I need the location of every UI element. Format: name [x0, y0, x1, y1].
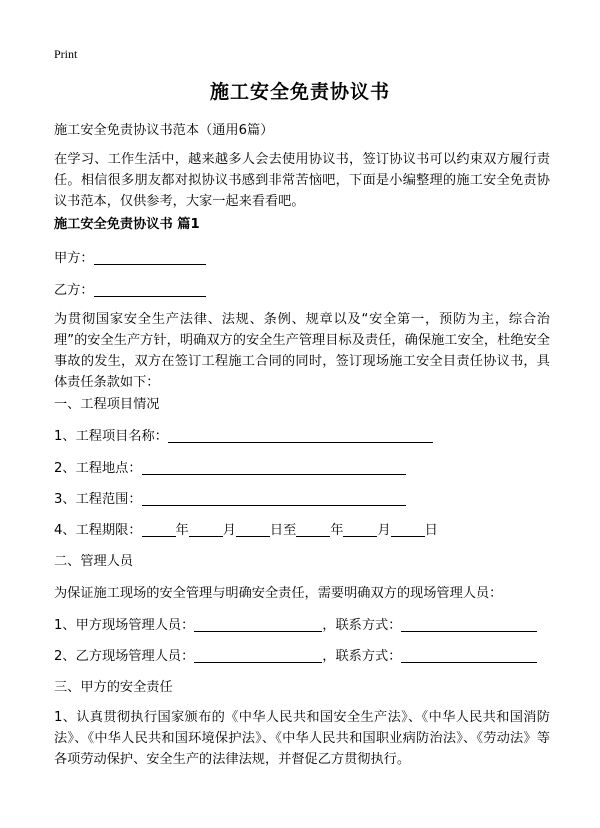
heading-party-a-responsibility: 三、甲方的安全责任	[54, 680, 173, 695]
contact-b-blank	[401, 648, 537, 663]
heading-managers: 二、管理人员	[54, 554, 134, 569]
start-day-blank	[236, 522, 270, 537]
end-year-blank	[296, 522, 330, 537]
party-a-row	[54, 249, 554, 269]
party-b-blank	[94, 282, 206, 297]
end-day-label: 日	[424, 523, 438, 538]
party-a-blank	[94, 250, 206, 265]
end-year-label: 年	[330, 523, 344, 538]
party-b-label: 乙方：	[54, 283, 94, 298]
contact-a-label: ，联系方式：	[322, 618, 402, 633]
start-year-blank	[142, 522, 176, 537]
project-location-blank	[142, 460, 406, 475]
manager-b-row	[54, 647, 554, 667]
section-heading: 施工安全免责协议书 篇1	[54, 217, 200, 232]
start-day-label: 日至	[269, 523, 297, 538]
start-month-label: 月	[222, 523, 236, 538]
manager-b-label: 2、乙方现场管理人员：	[54, 649, 195, 664]
contact-a-blank	[401, 617, 537, 632]
manager-a-row	[54, 616, 554, 636]
project-scope-label: 3、工程范围：	[54, 492, 142, 507]
managers-paragraph: 为保证施工现场的安全管理与明确安全责任，需要明确双方的现场管理人员：	[54, 586, 503, 601]
print-link[interactable]: Print	[54, 47, 78, 61]
end-month-blank	[343, 522, 377, 537]
project-scope-row	[54, 490, 554, 510]
contact-b-label: ，联系方式：	[322, 649, 402, 664]
heading-project-info: 一、工程项目情况	[54, 397, 160, 412]
document-subtitle: 施工安全免责协议书范本（通用6篇）	[54, 123, 274, 138]
intro-paragraph: 在学习、工作生活中，越来越多人会去使用协议书，签订协议书可以约束双方履行责任。相信很多朋友都对拟协议书感到非常苦恼吧，下面是小编整理的施工安全免责协议书范本，仅供参考，大家一起来看看吧。	[54, 152, 550, 209]
end-day-blank	[391, 522, 425, 537]
project-name-label: 1、工程项目名称：	[54, 429, 168, 444]
project-name-row	[54, 427, 554, 447]
manager-b-blank	[194, 648, 322, 663]
project-name-blank	[168, 428, 433, 443]
manager-a-blank	[194, 617, 322, 632]
project-location-row	[54, 459, 554, 479]
party-a-responsibility-paragraph: 1、认真贯彻执行国家颁布的《中华人民共和国安全生产法》、《中华人民共和国消防法》、《中华人民共和国环境保护法》、《中华人民共和国职业病防治法》、《劳动法》等各项劳动保护、安全生产的法律法规，并督促乙方贯彻执行。	[54, 710, 550, 767]
project-period-row	[54, 521, 554, 541]
end-month-label: 月	[377, 523, 391, 538]
start-year-label: 年	[175, 523, 189, 538]
project-scope-blank	[142, 491, 406, 506]
project-location-label: 2、工程地点：	[54, 461, 142, 476]
party-a-label: 甲方：	[54, 251, 94, 266]
party-b-row	[54, 281, 554, 301]
document-title: 施工安全免责协议书	[209, 81, 390, 103]
project-period-label: 4、工程期限：	[54, 523, 142, 538]
manager-a-label: 1、甲方现场管理人员：	[54, 618, 195, 633]
start-month-blank	[189, 522, 223, 537]
responsibility-paragraph: 为贯彻国家安全生产法律、法规、条例、规章以及“安全第一，预防为主，综合治理”的安全生产方针，明确双方的安全生产管理目标及责任，确保施工安全，杜绝安全事故的发生，双方在签订工程施工合同的同时，签订现场施工安全目责任协议书，具体责任条款如下：	[54, 312, 550, 390]
